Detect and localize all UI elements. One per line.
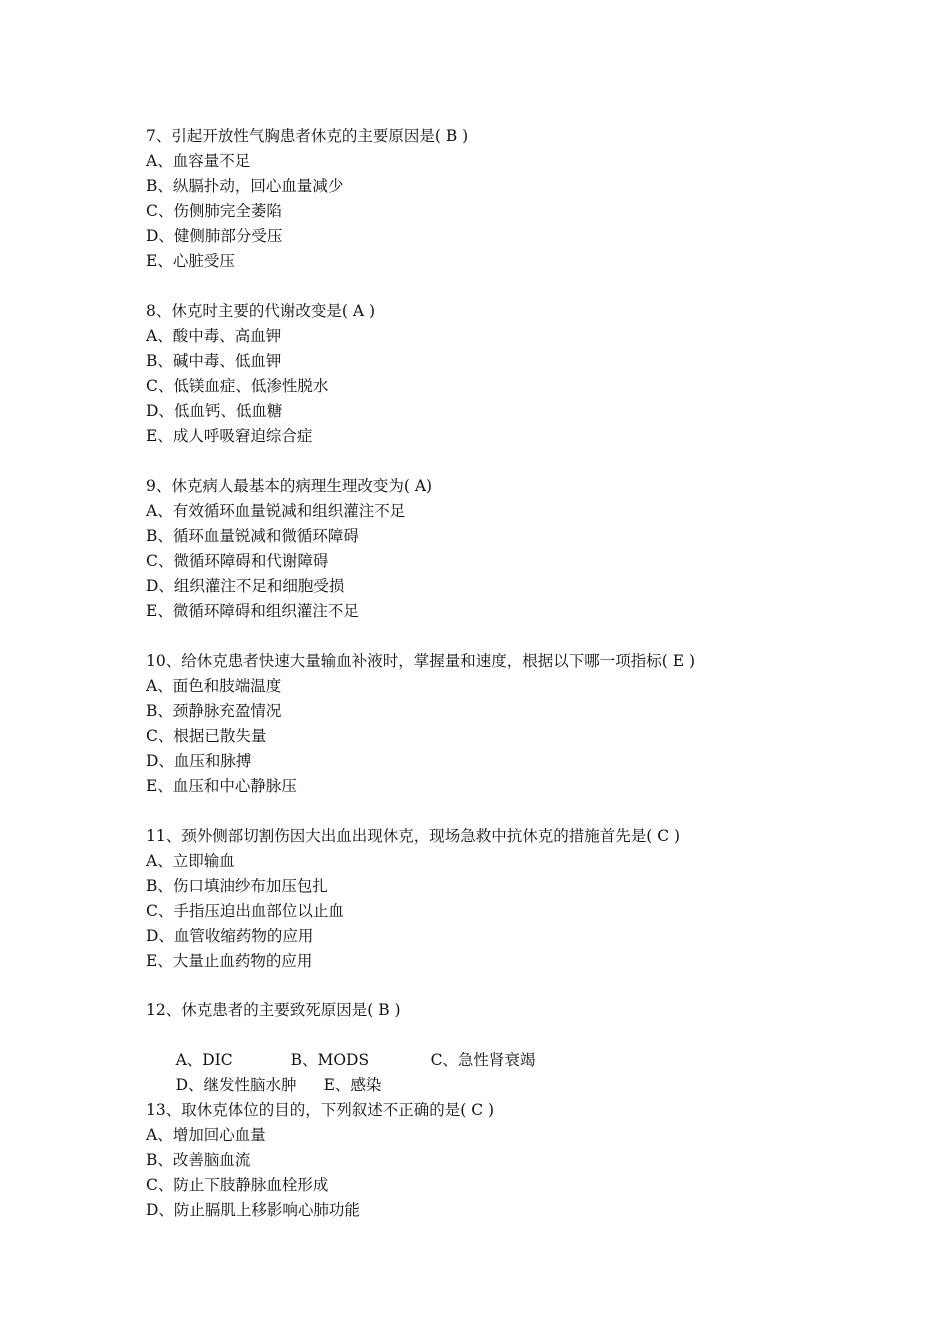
- option-a: A、增加回心血量: [146, 1126, 266, 1145]
- option-b: B、MODS: [290, 1051, 370, 1070]
- option-b: B、循环血量锐减和微循环障碍: [146, 526, 359, 545]
- question-stem: 9、休克病人最基本的病理生理改变为( A): [146, 476, 433, 495]
- option-a: A、面色和肢端温度: [146, 676, 282, 695]
- option-b: B、颈静脉充盈情况: [146, 701, 282, 720]
- option-b: B、碱中毒、低血钾: [146, 351, 282, 370]
- question-13: [146, 1098, 906, 1223]
- option-b: B、改善脑血流: [146, 1151, 251, 1170]
- option-d: D、血管收缩药物的应用: [146, 926, 314, 945]
- option-d: D、防止膈肌上移影响心肺功能: [146, 1201, 360, 1220]
- question-9: [146, 474, 906, 624]
- option-e: E、成人呼吸窘迫综合症: [146, 426, 313, 445]
- question-stem: 11、颈外侧部切割伤因大出血出现休克，现场急救中抗休克的措施首先是( C ): [146, 826, 681, 845]
- option-c: C、防止下肢静脉血栓形成: [146, 1176, 329, 1195]
- option-c: C、急性肾衰竭: [430, 1051, 536, 1070]
- option-a: A、血容量不足: [146, 152, 251, 170]
- question-8: [146, 299, 906, 449]
- question-stem: 12、休克患者的主要致死原因是( B ): [146, 1001, 401, 1020]
- option-e: E、血压和中心静脉压: [146, 776, 297, 795]
- option-c: C、微循环障碍和代谢障碍: [146, 551, 329, 570]
- question-stem: 8、休克时主要的代谢改变是( A ): [146, 301, 376, 320]
- option-d: D、血压和脉搏: [146, 751, 252, 770]
- option-c: C、手指压迫出血部位以止血: [146, 901, 344, 920]
- option-e: E、心脏受压: [146, 252, 235, 270]
- option-a: A、DIC: [175, 1051, 233, 1070]
- option-d: D、低血钙、低血糖: [146, 401, 283, 420]
- question-11: [146, 824, 906, 974]
- option-e: E、微循环障碍和组织灌注不足: [146, 601, 359, 620]
- option-a: A、酸中毒、高血钾: [146, 326, 282, 345]
- option-b: B、伤口填油纱布加压包扎: [146, 876, 328, 895]
- option-a: A、立即输血: [146, 851, 235, 870]
- question-7: [146, 124, 906, 274]
- option-d: D、组织灌注不足和细胞受损: [146, 576, 345, 595]
- option-e: E、感染: [323, 1076, 382, 1095]
- option-c: C、根据已散失量: [146, 726, 267, 745]
- option-d: D、健侧肺部分受压: [146, 227, 283, 245]
- option-c: C、低镁血症、低渗性脱水: [146, 376, 329, 395]
- option-row-1: [146, 1023, 906, 1070]
- option-e: E、大量止血药物的应用: [146, 951, 313, 970]
- question-12: [146, 998, 906, 1095]
- option-d: D、继发性脑水肿: [175, 1076, 297, 1095]
- question-stem: 13、取休克体位的目的，下列叙述不正确的是( C ): [146, 1101, 495, 1120]
- question-stem: 7、引起开放性气胸患者休克的主要原因是( B ): [146, 127, 469, 145]
- option-c: C、伤侧肺完全萎陷: [146, 202, 282, 220]
- option-a: A、有效循环血量锐减和组织灌注不足: [146, 501, 406, 520]
- question-10: [146, 649, 906, 799]
- option-b: B、纵膈扑动，回心血量减少: [146, 177, 344, 195]
- document-page: [146, 124, 906, 1248]
- question-stem: 10、给休克患者快速大量输血补液时，掌握量和速度，根据以下哪一项指标( E ): [146, 651, 695, 670]
